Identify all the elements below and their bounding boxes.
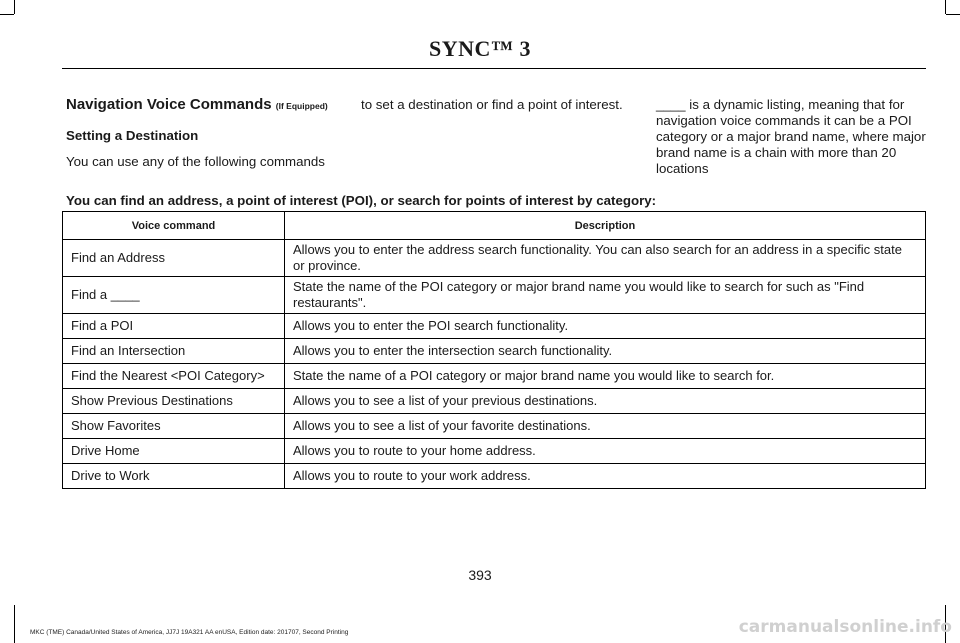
command-cell: Drive to Work bbox=[63, 464, 285, 489]
command-cell: Find a POI bbox=[63, 314, 285, 339]
description-cell: State the name of the POI category or major brand name you would like to search for such as "Find restaurants". bbox=[285, 277, 926, 314]
crop-mark bbox=[945, 0, 946, 14]
command-cell: Find an Intersection bbox=[63, 339, 285, 364]
crop-mark bbox=[946, 14, 960, 15]
table-intro: You can find an address, a point of interest (POI), or search for points of interest by category: bbox=[66, 193, 657, 208]
table-row bbox=[63, 314, 926, 339]
table-row bbox=[63, 277, 926, 314]
section-heading-text: Navigation Voice Commands bbox=[66, 96, 272, 113]
description-cell: Allows you to enter the address search functionality. You can also search for an address in a specific state or province. bbox=[285, 240, 926, 277]
table-row bbox=[63, 389, 926, 414]
header-divider bbox=[62, 68, 926, 69]
table-row bbox=[63, 439, 926, 464]
voice-command-table bbox=[62, 211, 926, 489]
command-cell: Find a ____ bbox=[63, 277, 285, 314]
paragraph: to set a destination or find a point of interest. bbox=[361, 97, 623, 112]
command-cell: Find an Address bbox=[63, 240, 285, 277]
crop-mark bbox=[14, 0, 15, 14]
table-header-row bbox=[63, 212, 926, 240]
watermark: carmanualsonline.info bbox=[738, 617, 952, 637]
page-header-title: SYNC™ 3 bbox=[429, 36, 531, 61]
crop-mark bbox=[14, 605, 15, 643]
table-row bbox=[63, 240, 926, 277]
column-header-command: Voice command bbox=[63, 212, 285, 240]
section-heading bbox=[66, 97, 341, 114]
equipped-note: (If Equipped) bbox=[275, 101, 328, 111]
footer-text: MKC (TME) Canada/United States of America, JJ7J 19A321 AA enUSA, Edition date: 201707, Second Printing bbox=[30, 629, 349, 636]
table-row bbox=[63, 339, 926, 364]
description-cell: Allows you to route to your work address. bbox=[285, 464, 926, 489]
command-cell: Show Previous Destinations bbox=[63, 389, 285, 414]
command-cell: Show Favorites bbox=[63, 414, 285, 439]
description-cell: State the name of a POI category or major brand name you would like to search for. bbox=[285, 364, 926, 389]
command-cell: Drive Home bbox=[63, 439, 285, 464]
column-1 bbox=[66, 97, 341, 170]
table-row bbox=[63, 464, 926, 489]
column-header-description: Description bbox=[285, 212, 926, 240]
column-3 bbox=[656, 97, 928, 177]
description-cell: Allows you to see a list of your previous destinations. bbox=[285, 389, 926, 414]
description-cell: Allows you to enter the POI search functionality. bbox=[285, 314, 926, 339]
page-number: 393 bbox=[468, 567, 492, 583]
table-row bbox=[63, 364, 926, 389]
paragraph: You can use any of the following commands bbox=[66, 154, 325, 169]
table-row bbox=[63, 414, 926, 439]
crop-mark bbox=[0, 14, 14, 15]
column-2 bbox=[361, 97, 641, 113]
command-cell: Find the Nearest <POI Category> bbox=[63, 364, 285, 389]
description-cell: Allows you to route to your home address. bbox=[285, 439, 926, 464]
description-cell: Allows you to see a list of your favorite destinations. bbox=[285, 414, 926, 439]
paragraph: ____ is a dynamic listing, meaning that for navigation voice commands it can be a POI category or a major brand name, where major brand name is a chain with more than 20 locations bbox=[656, 97, 926, 176]
subheading: Setting a Destination bbox=[66, 128, 199, 143]
description-cell: Allows you to enter the intersection search functionality. bbox=[285, 339, 926, 364]
